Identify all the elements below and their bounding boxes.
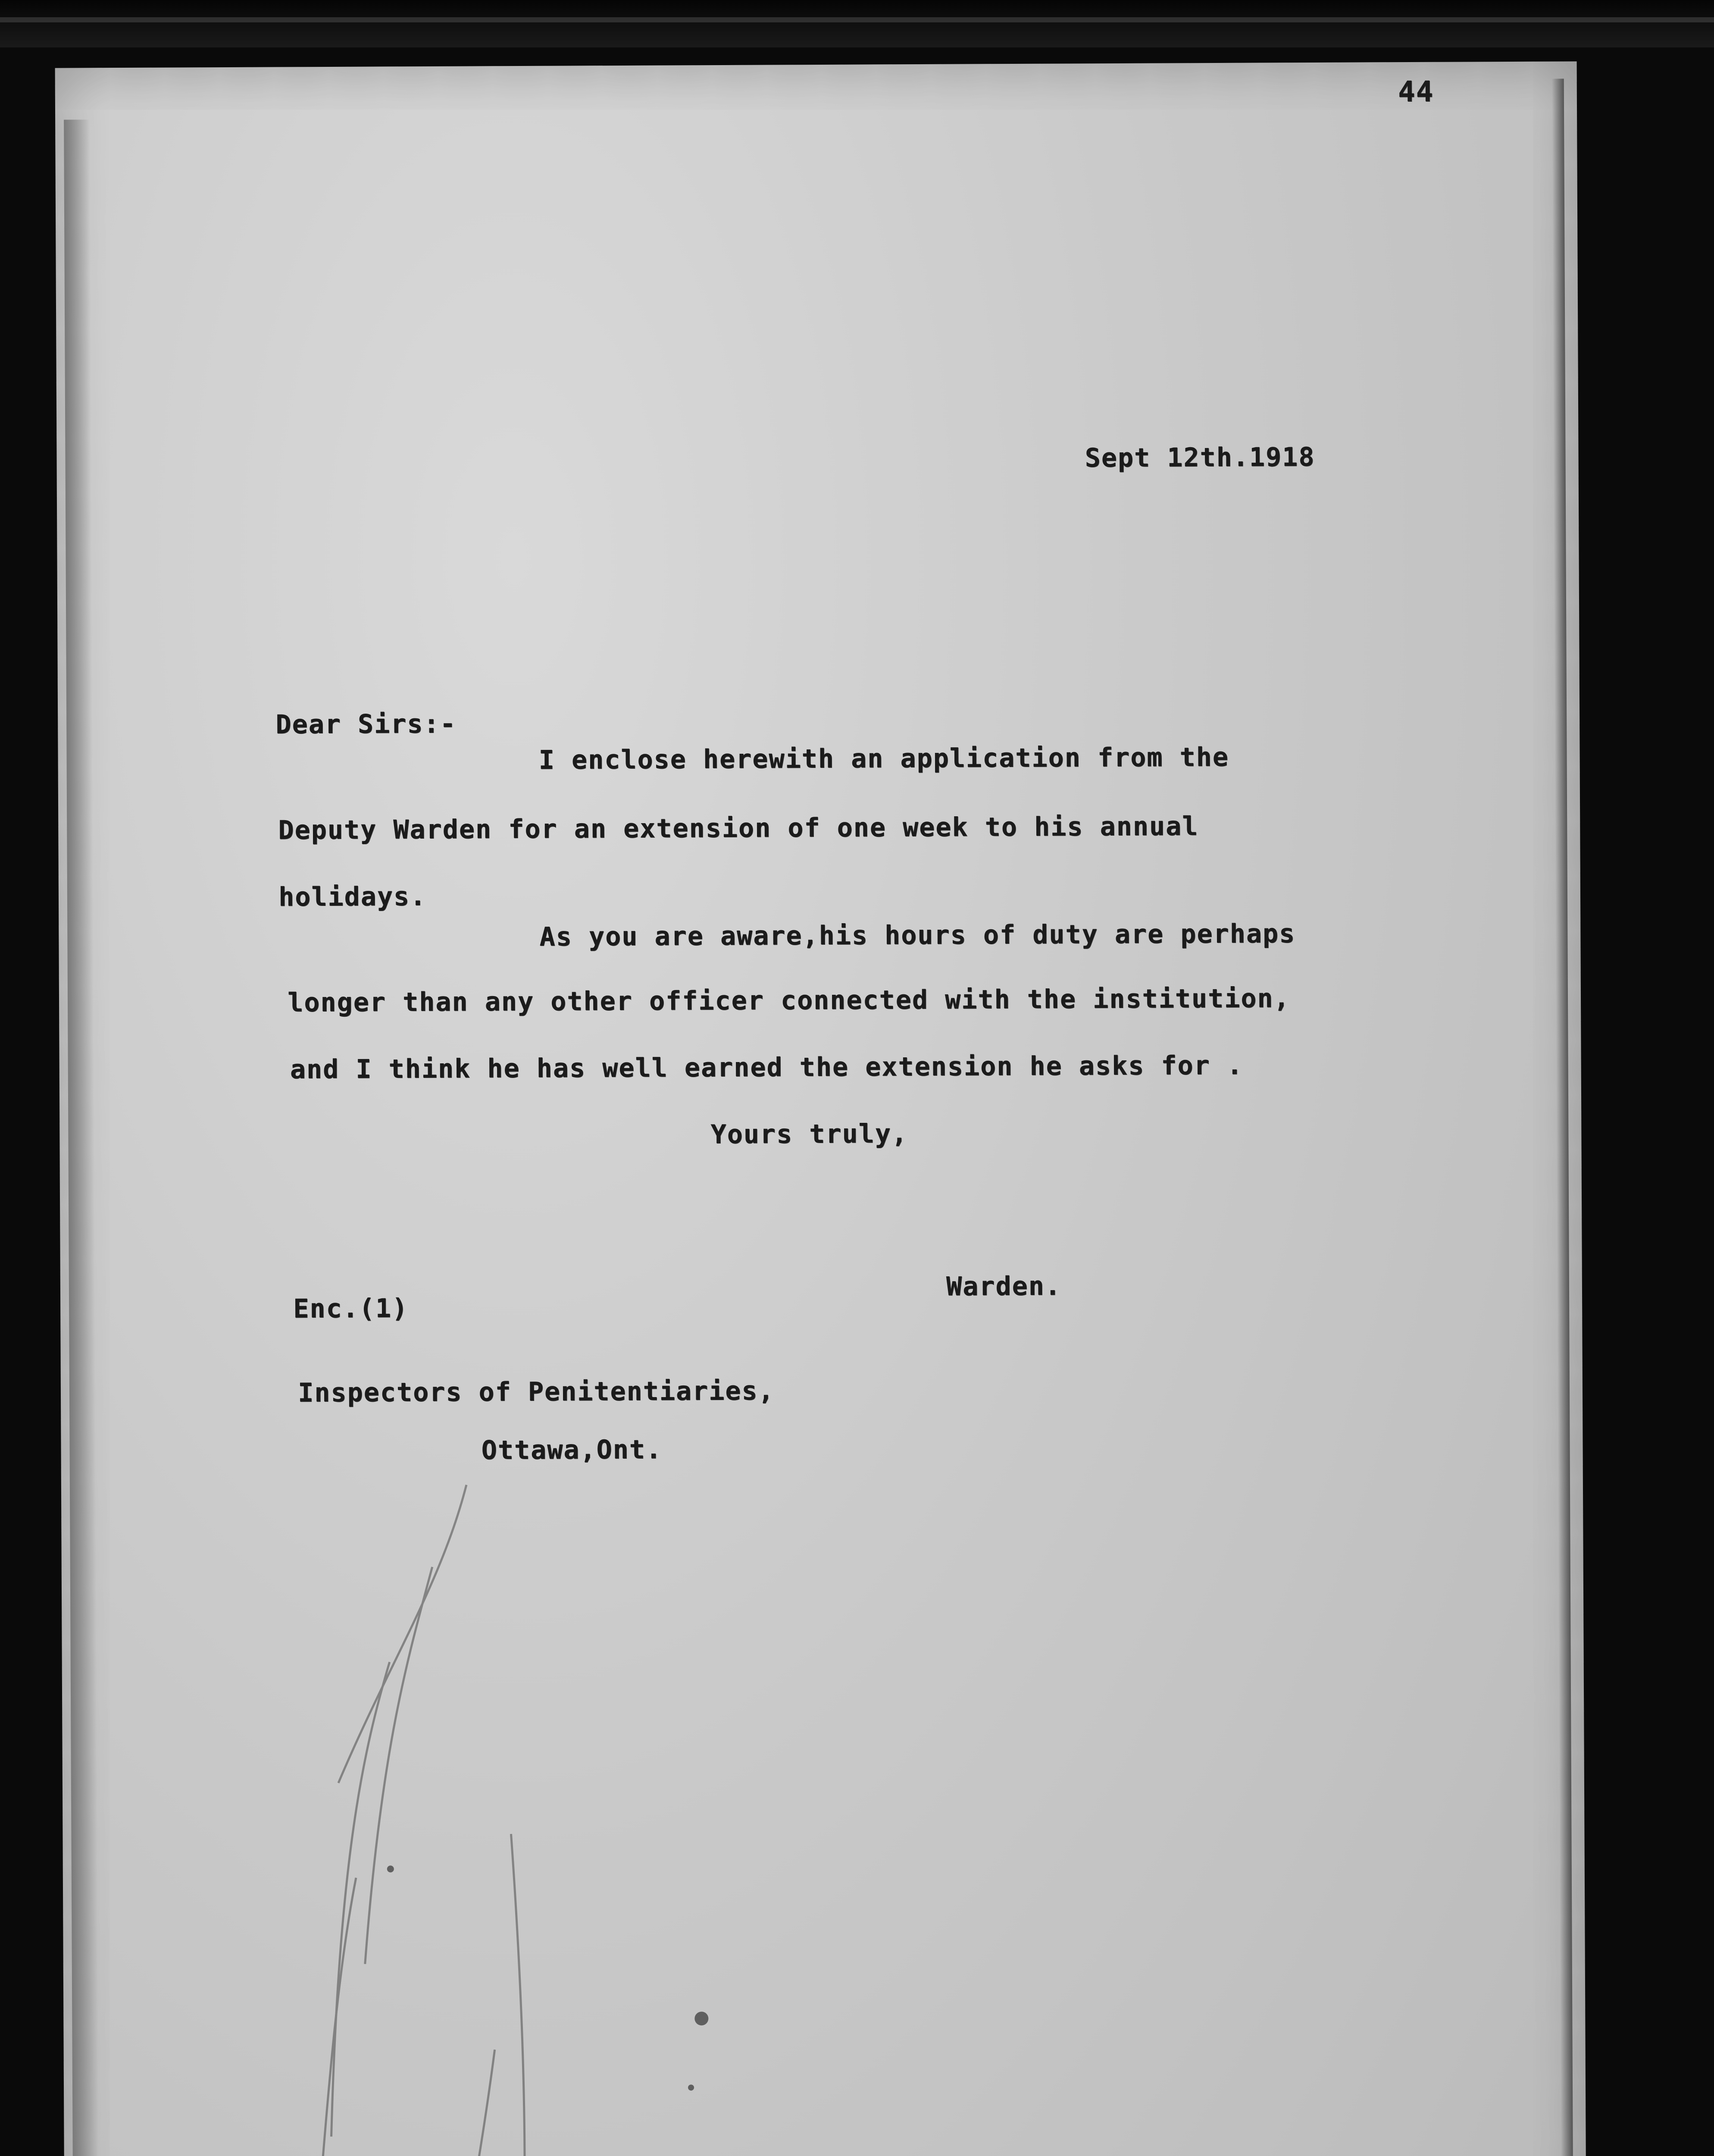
scratch-marks [55, 61, 1588, 2156]
enclosure-note: Enc.(1) [293, 1293, 409, 1324]
scratch-line [511, 1834, 525, 2156]
salutation: Dear Sirs:- [275, 708, 457, 740]
recipient-line1: Inspectors of Penitentiaries, [297, 1376, 775, 1408]
paragraph1-line2: Deputy Warden for an extension of one week to his annual [278, 811, 1199, 846]
film-streak-top [0, 17, 1714, 22]
scratch-line [417, 2049, 497, 2156]
page-number: 44 [1398, 75, 1434, 109]
ink-spot [387, 1865, 394, 1872]
paragraph1-line1: I enclose herewith an application from the [538, 742, 1229, 775]
scratch-line [337, 1485, 468, 1783]
letter-date: Sept 12th.1918 [1085, 442, 1315, 473]
ink-spot [694, 2012, 708, 2025]
film-border-top [0, 0, 1714, 47]
paragraph2-line1: As you are aware,his hours of duty are perhaps [539, 918, 1296, 952]
scratch-line [363, 1567, 434, 1964]
signature-title: Warden. [946, 1271, 1061, 1302]
recipient-line2: Ottawa,Ont. [481, 1434, 663, 1466]
paragraph2-line2: longer than any other officer connected with the institution, [287, 983, 1290, 1018]
closing: Yours truly, [710, 1119, 908, 1150]
paragraph2-line3: and I think he has well earned the extension he asks for . [290, 1050, 1243, 1085]
letter-sheet [55, 61, 1588, 2156]
ink-spot [688, 2084, 694, 2090]
paragraph1-line3: holidays. [278, 881, 427, 912]
